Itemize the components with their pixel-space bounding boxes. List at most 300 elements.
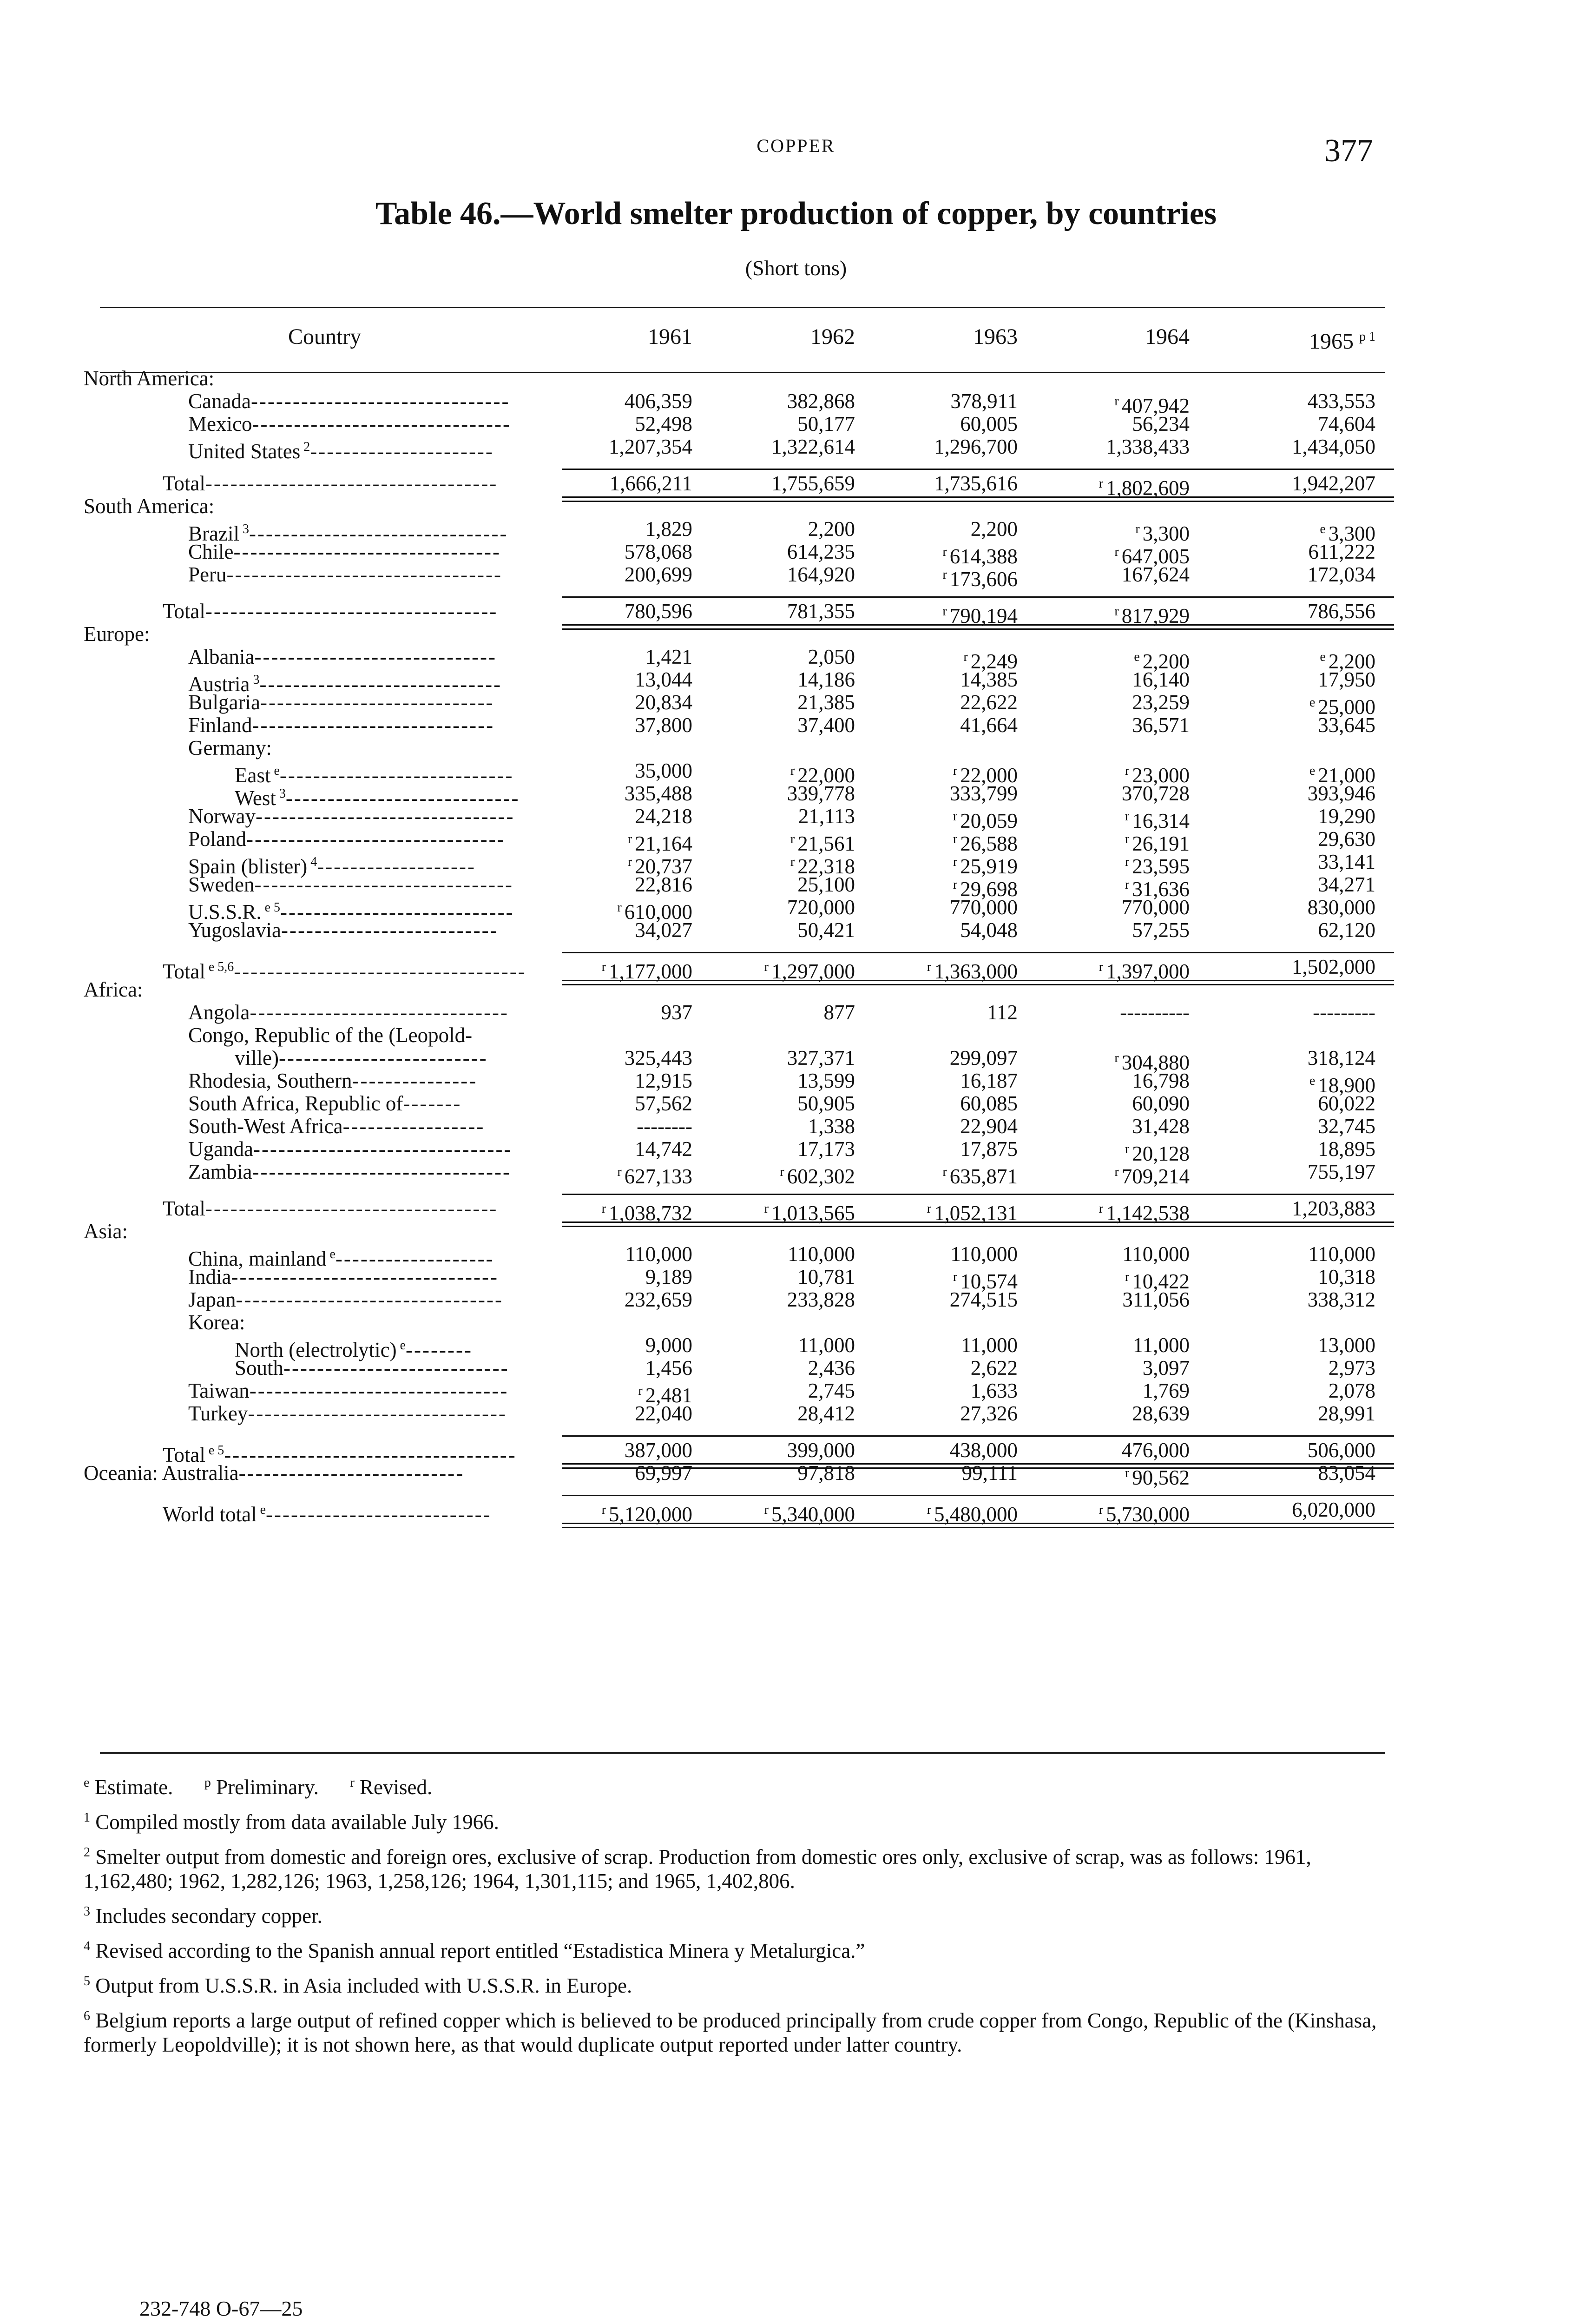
row-label: Total----------------------------------- [163,1197,498,1220]
row-label: United States $^2$---------------------- [188,440,494,463]
row-label: Brazil $^3$------------------------------- [188,522,508,545]
row-label: Germany: [188,736,272,759]
cell-1962: 382,868 [787,390,855,413]
cell-1963: $^r$ 20,059 [953,809,1018,832]
cell-1962: 21,113 [798,805,855,828]
cell-1961: 1,829 [645,517,692,541]
row-label: Uganda------------------------------- [188,1137,513,1161]
revision-mark: r [601,960,606,974]
revision-mark: r [627,832,632,846]
cell-1965: 60,022 [1318,1092,1375,1115]
cell-1963: 22,622 [960,691,1018,714]
cell-1965: 10,318 [1318,1265,1375,1288]
cell-1964: $^r$ 3,300 [1135,522,1190,545]
cell-1963: $^r$ 25,919 [953,855,1018,878]
cell-1965: 83,054 [1318,1461,1375,1485]
table-row [84,827,1394,855]
cell-1962: 399,000 [787,1439,855,1462]
revision-mark: r [953,764,958,778]
cell-1962: 10,781 [797,1265,855,1288]
table-row [84,805,1394,832]
cell-1961: 37,800 [635,713,692,737]
table-row [84,1046,1394,1074]
cell-1962: 25,100 [797,873,855,896]
production-table [84,307,1394,1526]
cell-1961: $^r$ 5,120,000 [601,1503,692,1526]
cell-1961: 34,027 [635,918,692,942]
revision-mark: r [927,1503,931,1517]
total-row [84,600,1394,627]
table-row [84,1069,1394,1097]
revision-mark: r [1125,878,1130,892]
cell-1963: $^r$ 790,194 [942,604,1018,627]
cell-1963: $^r$ 10,574 [953,1270,1018,1293]
table-header-row [84,307,1394,367]
cell-1963: 11,000 [960,1334,1018,1357]
revision-mark: r [942,1165,947,1179]
row-label: Sweden------------------------------- [188,873,514,896]
cell-1965: 755,197 [1307,1160,1375,1183]
cell-1964: 57,255 [1132,918,1190,942]
table-row [84,390,1394,417]
section-row [84,367,1394,390]
table-row [84,645,1394,673]
table-row [84,1461,1394,1489]
column-header-1962: 1962 [810,324,855,349]
row-label: Austria $^3$----------------------------- [188,673,502,696]
cell-1962: 14,186 [797,668,855,691]
cell-1965: 33,645 [1318,713,1375,737]
revision-mark: e [1309,1074,1316,1088]
cell-1964: 36,571 [1132,713,1190,737]
cell-1964: 311,056 [1122,1288,1190,1311]
table-row [84,563,1394,591]
table-row [84,919,1394,942]
cell-1962: $^r$ 22,318 [790,855,855,878]
cell-1961: 24,218 [635,805,692,828]
footnotes [84,1771,1394,2063]
row-label: Canada------------------------------- [188,390,510,413]
section-row [84,1220,1394,1243]
cell-1964: $^r$ 817,929 [1114,604,1190,627]
row-spacer [84,942,1394,956]
table-row [84,1001,1394,1024]
revision-mark: r [790,832,795,846]
row-label: Total----------------------------------- [163,472,498,495]
cell-1961: 578,068 [624,540,692,563]
table-body [84,367,1394,1526]
cell-1964: $^r$ 23,000 [1125,764,1190,787]
table-row [84,850,1394,878]
revision-mark: r [1114,394,1119,409]
table-row [84,1402,1394,1425]
row-label: ville)------------------------- [235,1046,488,1070]
cell-1961: 325,443 [624,1046,692,1070]
cell-1962: 11,000 [798,1334,855,1357]
revision-mark: r [790,855,795,869]
cell-1965: $^e$ 3,300 [1320,522,1375,545]
cell-1962: 720,000 [787,896,855,919]
table-row [84,1265,1394,1293]
cell-1965: 19,290 [1318,805,1375,828]
section-row [84,623,1394,646]
cell-1964: $^r$ 1,397,000 [1099,960,1190,983]
cell-1963: 27,326 [960,1402,1018,1425]
cell-1963: 770,000 [949,896,1018,919]
table-row [84,1311,1394,1334]
row-label: Africa: [84,978,143,1001]
cell-1964: $^r$ 709,214 [1114,1165,1190,1188]
cell-1963: 110,000 [950,1242,1018,1266]
cell-1962: 877 [823,1001,855,1024]
revision-mark: r [953,832,958,846]
cell-1965: 34,271 [1318,873,1375,896]
cell-1962: 50,177 [797,412,855,436]
row-label: Norway------------------------------- [188,805,515,828]
section-row [84,495,1394,518]
cell-1965: $^e$ 25,000 [1309,695,1375,719]
cell-1963: 299,097 [949,1046,1018,1070]
cell-1965: 318,124 [1307,1046,1375,1070]
cell-1964: 31,428 [1132,1115,1190,1138]
row-label: Finland----------------------------- [188,713,495,737]
cell-1962: 1,322,614 [771,435,855,458]
cell-1963: $^r$ 2,249 [963,650,1018,673]
row-label: Chile-------------------------------- [188,540,501,563]
row-label: Europe: [84,622,150,646]
cell-1963: $^r$ 5,480,000 [927,1503,1018,1526]
revision-mark: r [1125,1466,1130,1480]
cell-1963: $^r$ 614,388 [942,545,1018,568]
cell-1961: 335,488 [624,782,692,805]
cell-1961: $^r$ 1,038,732 [601,1202,692,1225]
cell-1962: 2,050 [808,645,855,668]
table-row [84,1137,1394,1165]
total-row [84,472,1394,500]
cell-1962: 17,173 [797,1137,855,1161]
table-row [84,896,1394,924]
row-label: South-West Africa----------------- [188,1115,485,1138]
total-row [84,955,1394,983]
cell-1961: 1,456 [645,1356,692,1380]
cell-1965: 29,630 [1318,827,1375,851]
page-number: 377 [1324,133,1373,169]
cell-1963: 60,005 [960,412,1018,436]
cell-1965: 17,950 [1318,668,1375,691]
revision-mark: r [1125,1270,1130,1284]
cell-1965: 33,141 [1318,850,1375,873]
row-label: South America: [84,495,215,518]
cell-1964: $^r$ 31,636 [1125,878,1190,901]
cell-1965: 1,942,207 [1292,472,1375,495]
cell-1963: 60,085 [960,1092,1018,1115]
column-header-1963: 1963 [973,324,1018,349]
cell-1963: 2,622 [970,1356,1018,1380]
revision-mark: r [1125,855,1130,869]
row-label: Total----------------------------------- [163,600,498,623]
table-row [84,540,1394,568]
cell-1961: 780,596 [624,600,692,623]
cell-1964: $^r$ 10,422 [1125,1270,1190,1293]
cell-1961: 69,997 [635,1461,692,1485]
cell-1961: 14,742 [635,1137,692,1161]
table-row [84,873,1394,901]
table-row [84,1092,1394,1115]
cell-1965: --------- [1313,1001,1375,1024]
cell-1961: 387,000 [624,1439,692,1462]
revision-mark: r [1099,1503,1103,1517]
cell-1965: 28,991 [1318,1402,1375,1425]
cell-1961: 52,498 [635,412,692,436]
cell-1962: 781,355 [787,600,855,623]
cell-1963: 17,875 [960,1137,1018,1161]
revision-mark: r [963,650,968,664]
cell-1963: 2,200 [970,517,1018,541]
revision-mark: r [1114,604,1119,619]
cell-1964: 16,140 [1132,668,1190,691]
revision-mark: r [780,1165,784,1179]
row-label: Poland------------------------------- [188,827,506,851]
row-label: Mexico------------------------------- [188,412,512,436]
table-row [84,1379,1394,1407]
row-spacer [84,586,1394,600]
cell-1964: 476,000 [1121,1439,1190,1462]
row-label: China, mainland $^e$------------------- [188,1247,494,1270]
row-label: Yugoslavia-------------------------- [188,918,499,942]
cell-1965: 110,000 [1308,1242,1375,1266]
cell-1963: $^r$ 1,052,131 [927,1202,1018,1225]
cell-1964: $^r$ 5,730,000 [1099,1503,1190,1526]
cell-1962: $^r$ 602,302 [780,1165,855,1188]
table-row [84,759,1394,787]
cell-1961: $^r$ 610,000 [617,900,692,924]
row-label: West $^3$---------------------------- [235,786,520,810]
revision-mark: r [953,809,958,824]
revision-mark: r [1125,1142,1130,1156]
cell-1962: 37,400 [797,713,855,737]
cell-1963: 16,187 [960,1069,1018,1092]
cell-1964: $^r$ 20,128 [1125,1142,1190,1165]
cell-1963: $^r$ 1,363,000 [927,960,1018,983]
cell-1963: 14,385 [960,668,1018,691]
cell-1962: $^r$ 21,561 [790,832,855,855]
cell-1963: 274,515 [949,1288,1018,1311]
cell-1964: $^r$ 1,142,538 [1099,1202,1190,1225]
row-label: North (electrolytic) $^e$-------- [235,1338,473,1361]
cell-1961: 406,359 [624,390,692,413]
cell-1963: $^r$ 22,000 [953,764,1018,787]
cell-1962: 50,421 [797,918,855,942]
total-row [84,1197,1394,1225]
cell-1962: 1,338 [808,1115,855,1138]
cell-1965: 506,000 [1307,1439,1375,1462]
table-row [84,691,1394,719]
footnote: $^3$ Includes secondary copper. [84,1904,322,1928]
row-label: Bulgaria---------------------------- [188,691,494,714]
total-top-rule [562,1194,1394,1195]
revision-mark: e [1320,650,1326,664]
revision-mark: r [1099,960,1103,974]
total-top-rule [562,1495,1394,1496]
cell-1965: 172,034 [1307,563,1375,586]
cell-1962: 2,200 [808,517,855,541]
row-label: U.S.S.R. $^{e 5}$---------------------------- [188,900,514,924]
cell-1965: 433,553 [1307,390,1375,413]
cell-1964: $^r$ 90,562 [1125,1466,1190,1489]
cell-1964: 56,234 [1132,412,1190,436]
revision-mark: r [942,545,947,559]
row-label: India-------------------------------- [188,1265,499,1288]
cell-1961: 12,915 [635,1069,692,1092]
revision-mark: r [1114,1165,1119,1179]
column-header-1965: 1965 $^{p 1}$ [1309,329,1375,354]
cell-1965: 611,222 [1308,540,1375,563]
revision-mark: r [627,855,632,869]
revision-mark: e [1309,695,1316,710]
cell-1963: $^r$ 173,606 [942,568,1018,591]
table-title: Table 46.—World smelter production of copper, by countries [375,196,1217,231]
cell-1964: $^e$ 2,200 [1134,650,1190,673]
revision-mark: r [617,900,622,915]
revision-mark: r [601,1202,606,1216]
cell-1965: 6,020,000 [1292,1498,1375,1521]
total-top-rule [562,952,1394,953]
table-row [84,1357,1394,1380]
revision-mark: r [1125,809,1130,824]
cell-1963: 99,111 [961,1461,1018,1485]
total-top-rule [562,1435,1394,1437]
column-header-1964: 1964 [1145,324,1190,349]
cell-1965: 13,000 [1318,1334,1375,1357]
revision-mark: r [1114,545,1119,559]
cell-1962: 28,412 [797,1402,855,1425]
revision-mark: r [638,1384,643,1398]
print-code: 232-748 O-67—25 [139,2297,303,2320]
total-row [84,1498,1394,1526]
row-label: Peru--------------------------------- [188,563,503,586]
row-spacer [84,1485,1394,1499]
cell-1964: $^r$ 16,314 [1125,809,1190,832]
row-label: Zambia------------------------------- [188,1160,511,1183]
cell-1964: 770,000 [1121,896,1190,919]
cell-1962: 233,828 [787,1288,855,1311]
cell-1965: 338,312 [1307,1288,1375,1311]
cell-1963: $^r$ 26,588 [953,832,1018,855]
table-row [84,435,1394,463]
cell-1963: 333,799 [949,782,1018,805]
cell-1964: 11,000 [1132,1334,1190,1357]
cell-1962: $^r$ 5,340,000 [764,1503,855,1526]
table-row [84,714,1394,737]
row-label: Total $^{e 5}$----------------------------------- [163,1443,517,1466]
revision-mark: r [953,855,958,869]
table-row [84,1288,1394,1311]
row-label: Rhodesia, Southern--------------- [188,1069,478,1092]
table-row [84,1242,1394,1270]
cell-1965: 1,502,000 [1292,955,1375,978]
footnote: $^1$ Compiled mostly from data available July 1966. [84,1810,499,1834]
cell-1961: $^r$ 2,481 [638,1384,692,1407]
cell-1961: 20,834 [635,691,692,714]
revision-mark: r [764,1503,769,1517]
cell-1964: $^r$ 23,595 [1125,855,1190,878]
cell-1965: 1,434,050 [1292,435,1375,458]
revision-mark: r [942,568,947,582]
revision-mark: r [953,1270,958,1284]
cell-1964: $^r$ 304,880 [1114,1051,1190,1074]
cell-1962: 13,599 [797,1069,855,1092]
cell-1964: 16,798 [1132,1069,1190,1092]
cell-1961: 937 [661,1001,692,1024]
row-label: Japan-------------------------------- [188,1288,503,1311]
cell-1961: $^r$ 20,737 [627,855,692,878]
cell-1962: 21,385 [797,691,855,714]
row-label: East $^e$---------------------------- [235,764,514,787]
cell-1961: $^r$ 1,177,000 [601,960,692,983]
cell-1965: 786,556 [1307,600,1375,623]
cell-1961: 22,040 [635,1402,692,1425]
revision-mark: r [927,1202,931,1216]
cell-1964: $^r$ 1,802,609 [1099,476,1190,500]
row-label: North America: [84,367,215,390]
cell-1962: 110,000 [788,1242,855,1266]
cell-1965: $^e$ 18,900 [1309,1074,1375,1097]
cell-1961: 35,000 [635,759,692,782]
cell-1963: 41,664 [960,713,1018,737]
cell-1965: 32,745 [1318,1115,1375,1138]
cell-1961: 200,699 [624,563,692,586]
table-row [84,782,1394,810]
table-row [84,668,1394,696]
revision-mark: e [1320,522,1326,536]
row-label: South--------------------------- [235,1356,509,1380]
cell-1965: $^e$ 21,000 [1309,764,1375,787]
table-subtitle: (Short tons) [745,256,847,280]
cell-1961: $^r$ 21,164 [627,832,692,855]
row-label: World total $^e$--------------------------- [163,1503,492,1526]
cell-1964: $^r$ 647,005 [1114,545,1190,568]
cell-1962: 327,371 [787,1046,855,1070]
cell-1962: 614,235 [787,540,855,563]
cell-1965: 393,946 [1307,782,1375,805]
row-label: Turkey------------------------------- [188,1402,507,1425]
cell-1964: 60,090 [1132,1092,1190,1115]
cell-1961: 57,562 [635,1092,692,1115]
revision-mark: r [790,764,795,778]
row-label: Taiwan------------------------------- [188,1379,509,1402]
cell-1965: 1,203,883 [1292,1197,1375,1220]
cell-1962: 2,436 [808,1356,855,1380]
cell-1962: 97,818 [797,1461,855,1485]
cell-1962: $^r$ 1,297,000 [764,960,855,983]
row-label: Albania----------------------------- [188,645,497,668]
revision-mark: r [1125,832,1130,846]
revision-mark: r [764,1202,769,1216]
footnote: $^6$ Belgium reports a large output of refined copper which is believed to be produced principally from crude copper from Congo, Republic of the (Kinshasa, formerly Leopoldville); it is not shown here, as that would duplicate output reported under latter country. [84,2009,1377,2056]
cell-1963: 1,633 [970,1379,1018,1402]
cell-1961: $^r$ 627,133 [617,1165,692,1188]
total-double-rule [562,1523,1394,1528]
cell-1964: $^r$ 26,191 [1125,832,1190,855]
table-bottom-rule [100,1752,1385,1754]
cell-1964: $^r$ 407,942 [1114,394,1190,417]
cell-1963: 1,296,700 [934,435,1018,458]
row-label: Congo, Republic of the (Leopold- [188,1023,473,1047]
cell-1961: 9,000 [645,1334,692,1357]
row-label: Total $^{e 5,6}$----------------------------------- [163,960,526,983]
cell-1961: 232,659 [624,1288,692,1311]
cell-1964: 1,338,433 [1106,435,1190,458]
